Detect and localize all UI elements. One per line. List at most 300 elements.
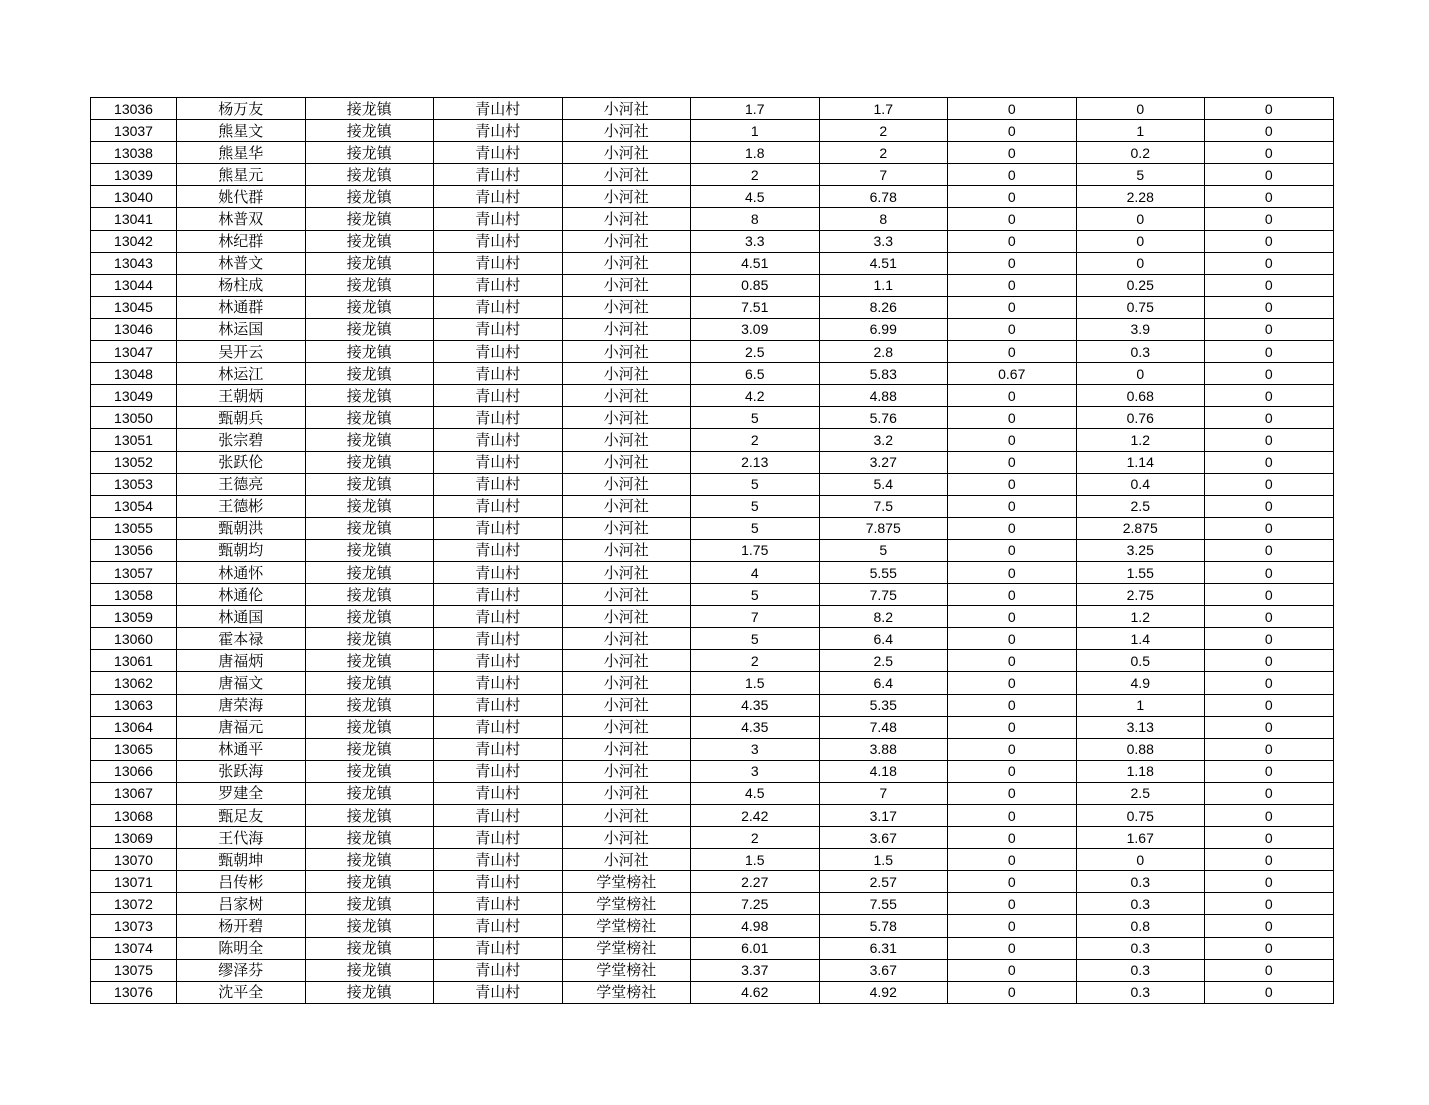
cell-id: 13065 [91,738,177,760]
cell-group: 小河社 [562,760,691,782]
cell-group: 小河社 [562,606,691,628]
cell-val-3: 0 [948,318,1077,340]
cell-val-3: 0 [948,606,1077,628]
cell-val-3: 0 [948,473,1077,495]
cell-val-1: 5 [691,495,820,517]
cell-val-3: 0 [948,451,1077,473]
cell-name: 熊星文 [177,120,306,142]
cell-val-1: 5 [691,473,820,495]
cell-name: 吕家树 [177,893,306,915]
cell-val-4: 0.3 [1076,937,1205,959]
data-table [90,97,1334,1004]
cell-village: 青山村 [434,959,563,981]
cell-id: 13073 [91,915,177,937]
table-row [91,782,1334,804]
cell-val-2: 7.75 [819,584,948,606]
cell-val-4: 1 [1076,120,1205,142]
cell-val-4: 0.75 [1076,296,1205,318]
cell-town: 接龙镇 [305,849,434,871]
cell-name: 熊星华 [177,142,306,164]
cell-name: 唐荣海 [177,694,306,716]
cell-id: 13070 [91,849,177,871]
table-row [91,738,1334,760]
cell-val-4: 0 [1076,230,1205,252]
cell-name: 林运江 [177,363,306,385]
cell-group: 小河社 [562,274,691,296]
cell-val-5: 0 [1205,539,1334,561]
cell-id: 13041 [91,208,177,230]
cell-val-1: 1.5 [691,849,820,871]
cell-val-4: 1.18 [1076,760,1205,782]
cell-val-4: 2.28 [1076,186,1205,208]
cell-val-2: 7.5 [819,495,948,517]
cell-val-1: 2 [691,650,820,672]
cell-id: 13068 [91,805,177,827]
cell-group: 小河社 [562,672,691,694]
cell-val-2: 5 [819,539,948,561]
cell-group: 小河社 [562,142,691,164]
cell-val-2: 3.67 [819,827,948,849]
cell-town: 接龙镇 [305,959,434,981]
cell-val-5: 0 [1205,672,1334,694]
cell-val-4: 1.14 [1076,451,1205,473]
cell-town: 接龙镇 [305,318,434,340]
table-row [91,849,1334,871]
cell-val-2: 1.1 [819,274,948,296]
cell-val-3: 0 [948,164,1077,186]
cell-val-4: 0 [1076,849,1205,871]
cell-id: 13064 [91,716,177,738]
cell-id: 13060 [91,628,177,650]
table-row [91,716,1334,738]
cell-group: 小河社 [562,495,691,517]
cell-town: 接龙镇 [305,429,434,451]
cell-village: 青山村 [434,473,563,495]
table-row [91,407,1334,429]
cell-val-5: 0 [1205,871,1334,893]
cell-village: 青山村 [434,164,563,186]
cell-val-1: 8 [691,208,820,230]
cell-group: 小河社 [562,561,691,583]
cell-val-5: 0 [1205,782,1334,804]
cell-val-1: 1.5 [691,672,820,694]
cell-name: 姚代群 [177,186,306,208]
cell-val-4: 0.3 [1076,981,1205,1003]
cell-group: 小河社 [562,782,691,804]
table-row [91,915,1334,937]
cell-group: 学堂榜社 [562,937,691,959]
cell-name: 张宗碧 [177,429,306,451]
cell-town: 接龙镇 [305,539,434,561]
table-row [91,274,1334,296]
cell-town: 接龙镇 [305,252,434,274]
cell-val-4: 0.68 [1076,385,1205,407]
cell-id: 13056 [91,539,177,561]
cell-val-2: 6.99 [819,318,948,340]
cell-val-4: 1.4 [1076,628,1205,650]
cell-val-1: 3.09 [691,318,820,340]
cell-town: 接龙镇 [305,628,434,650]
table-row [91,606,1334,628]
cell-val-3: 0 [948,893,1077,915]
cell-village: 青山村 [434,981,563,1003]
cell-val-3: 0 [948,252,1077,274]
cell-village: 青山村 [434,915,563,937]
cell-village: 青山村 [434,142,563,164]
cell-val-4: 3.9 [1076,318,1205,340]
cell-name: 甄朝均 [177,539,306,561]
cell-town: 接龙镇 [305,650,434,672]
table-row [91,893,1334,915]
cell-group: 小河社 [562,407,691,429]
cell-val-2: 3.27 [819,451,948,473]
cell-val-5: 0 [1205,981,1334,1003]
cell-village: 青山村 [434,186,563,208]
cell-val-3: 0 [948,296,1077,318]
cell-val-3: 0 [948,495,1077,517]
cell-val-3: 0 [948,584,1077,606]
cell-id: 13039 [91,164,177,186]
cell-id: 13057 [91,561,177,583]
cell-val-1: 2.5 [691,341,820,363]
cell-name: 唐福文 [177,672,306,694]
table-row [91,120,1334,142]
cell-val-5: 0 [1205,584,1334,606]
cell-val-4: 3.25 [1076,539,1205,561]
cell-id: 13059 [91,606,177,628]
cell-val-4: 0 [1076,363,1205,385]
cell-val-4: 0.4 [1076,473,1205,495]
cell-name: 杨万友 [177,98,306,120]
cell-val-5: 0 [1205,252,1334,274]
cell-val-1: 4.51 [691,252,820,274]
cell-val-4: 0.3 [1076,341,1205,363]
cell-town: 接龙镇 [305,561,434,583]
cell-val-3: 0 [948,407,1077,429]
cell-val-4: 2.75 [1076,584,1205,606]
cell-val-4: 0.76 [1076,407,1205,429]
cell-town: 接龙镇 [305,164,434,186]
cell-val-4: 0.3 [1076,893,1205,915]
cell-val-2: 7.48 [819,716,948,738]
cell-val-4: 0 [1076,252,1205,274]
cell-val-2: 4.88 [819,385,948,407]
cell-val-2: 8.26 [819,296,948,318]
cell-val-4: 0.75 [1076,805,1205,827]
cell-val-4: 0.5 [1076,650,1205,672]
cell-id: 13055 [91,517,177,539]
cell-id: 13061 [91,650,177,672]
cell-val-1: 4.35 [691,694,820,716]
table-row [91,252,1334,274]
cell-val-3: 0 [948,827,1077,849]
cell-group: 小河社 [562,805,691,827]
cell-val-4: 0.25 [1076,274,1205,296]
cell-val-2: 1.5 [819,849,948,871]
cell-val-3: 0 [948,98,1077,120]
table-row [91,805,1334,827]
cell-name: 林通怀 [177,561,306,583]
cell-id: 13048 [91,363,177,385]
cell-val-5: 0 [1205,186,1334,208]
cell-village: 青山村 [434,827,563,849]
cell-town: 接龙镇 [305,142,434,164]
cell-village: 青山村 [434,561,563,583]
cell-id: 13062 [91,672,177,694]
cell-id: 13045 [91,296,177,318]
cell-val-5: 0 [1205,473,1334,495]
cell-town: 接龙镇 [305,341,434,363]
table-row [91,296,1334,318]
cell-val-4: 0 [1076,98,1205,120]
cell-group: 小河社 [562,827,691,849]
cell-group: 小河社 [562,252,691,274]
cell-id: 13063 [91,694,177,716]
cell-town: 接龙镇 [305,981,434,1003]
cell-val-3: 0 [948,650,1077,672]
cell-town: 接龙镇 [305,363,434,385]
cell-val-5: 0 [1205,120,1334,142]
cell-town: 接龙镇 [305,760,434,782]
cell-name: 林通伦 [177,584,306,606]
cell-group: 学堂榜社 [562,959,691,981]
cell-val-2: 5.76 [819,407,948,429]
cell-val-5: 0 [1205,98,1334,120]
cell-name: 熊星元 [177,164,306,186]
cell-val-5: 0 [1205,849,1334,871]
cell-val-1: 4.98 [691,915,820,937]
cell-val-5: 0 [1205,208,1334,230]
cell-village: 青山村 [434,98,563,120]
cell-id: 13054 [91,495,177,517]
cell-group: 小河社 [562,738,691,760]
cell-village: 青山村 [434,650,563,672]
cell-val-1: 5 [691,517,820,539]
cell-val-2: 5.78 [819,915,948,937]
cell-val-2: 5.83 [819,363,948,385]
cell-id: 13052 [91,451,177,473]
cell-village: 青山村 [434,539,563,561]
cell-val-3: 0 [948,120,1077,142]
cell-val-2: 7.55 [819,893,948,915]
cell-val-2: 4.92 [819,981,948,1003]
cell-val-1: 2.13 [691,451,820,473]
cell-val-3: 0 [948,694,1077,716]
cell-val-1: 5 [691,407,820,429]
cell-group: 小河社 [562,650,691,672]
cell-id: 13069 [91,827,177,849]
cell-val-3: 0 [948,186,1077,208]
cell-group: 小河社 [562,694,691,716]
cell-val-2: 3.2 [819,429,948,451]
cell-town: 接龙镇 [305,517,434,539]
cell-val-3: 0 [948,539,1077,561]
cell-village: 青山村 [434,385,563,407]
cell-val-1: 3.3 [691,230,820,252]
cell-name: 林普文 [177,252,306,274]
cell-town: 接龙镇 [305,672,434,694]
cell-name: 沈平全 [177,981,306,1003]
cell-name: 甄朝洪 [177,517,306,539]
cell-val-3: 0 [948,230,1077,252]
cell-val-3: 0 [948,628,1077,650]
cell-val-4: 1 [1076,694,1205,716]
cell-group: 学堂榜社 [562,871,691,893]
cell-town: 接龙镇 [305,407,434,429]
cell-town: 接龙镇 [305,937,434,959]
cell-val-2: 6.4 [819,628,948,650]
cell-id: 13042 [91,230,177,252]
table-row [91,495,1334,517]
cell-val-5: 0 [1205,451,1334,473]
cell-village: 青山村 [434,716,563,738]
cell-group: 学堂榜社 [562,893,691,915]
cell-village: 青山村 [434,849,563,871]
cell-val-1: 4.35 [691,716,820,738]
cell-name: 张跃海 [177,760,306,782]
cell-val-1: 1.75 [691,539,820,561]
cell-val-3: 0 [948,871,1077,893]
cell-village: 青山村 [434,760,563,782]
cell-val-1: 1.8 [691,142,820,164]
cell-id: 13076 [91,981,177,1003]
cell-id: 13075 [91,959,177,981]
cell-val-3: 0 [948,341,1077,363]
cell-val-3: 0 [948,672,1077,694]
cell-name: 唐福元 [177,716,306,738]
cell-village: 青山村 [434,341,563,363]
cell-name: 林运国 [177,318,306,340]
cell-val-2: 2.57 [819,871,948,893]
cell-id: 13044 [91,274,177,296]
cell-town: 接龙镇 [305,120,434,142]
cell-val-3: 0 [948,915,1077,937]
cell-id: 13050 [91,407,177,429]
cell-val-4: 0.2 [1076,142,1205,164]
cell-val-3: 0 [948,760,1077,782]
cell-name: 王代海 [177,827,306,849]
cell-name: 陈明全 [177,937,306,959]
cell-val-1: 2.42 [691,805,820,827]
cell-val-4: 0.88 [1076,738,1205,760]
cell-id: 13049 [91,385,177,407]
cell-group: 小河社 [562,363,691,385]
cell-val-2: 2 [819,120,948,142]
cell-val-5: 0 [1205,274,1334,296]
table-row [91,628,1334,650]
cell-name: 杨柱成 [177,274,306,296]
cell-village: 青山村 [434,893,563,915]
table-row [91,98,1334,120]
table-row [91,164,1334,186]
cell-val-1: 0.85 [691,274,820,296]
table-row [91,871,1334,893]
cell-val-2: 3.88 [819,738,948,760]
cell-group: 小河社 [562,539,691,561]
cell-val-5: 0 [1205,959,1334,981]
cell-val-3: 0 [948,981,1077,1003]
cell-val-3: 0 [948,208,1077,230]
cell-val-2: 2 [819,142,948,164]
cell-val-1: 4.5 [691,782,820,804]
cell-val-5: 0 [1205,561,1334,583]
cell-town: 接龙镇 [305,871,434,893]
cell-val-1: 2 [691,429,820,451]
cell-village: 青山村 [434,296,563,318]
cell-val-1: 6.5 [691,363,820,385]
cell-val-5: 0 [1205,142,1334,164]
cell-val-2: 8.2 [819,606,948,628]
cell-village: 青山村 [434,517,563,539]
cell-town: 接龙镇 [305,451,434,473]
cell-group: 小河社 [562,451,691,473]
cell-name: 林通群 [177,296,306,318]
cell-val-1: 5 [691,584,820,606]
cell-val-5: 0 [1205,716,1334,738]
cell-village: 青山村 [434,871,563,893]
cell-group: 小河社 [562,164,691,186]
cell-val-3: 0 [948,959,1077,981]
cell-id: 13043 [91,252,177,274]
cell-val-1: 6.01 [691,937,820,959]
cell-val-5: 0 [1205,893,1334,915]
cell-val-4: 4.9 [1076,672,1205,694]
cell-group: 小河社 [562,628,691,650]
cell-town: 接龙镇 [305,606,434,628]
cell-name: 甄朝兵 [177,407,306,429]
cell-village: 青山村 [434,252,563,274]
cell-val-3: 0 [948,561,1077,583]
cell-val-2: 5.55 [819,561,948,583]
table-row [91,584,1334,606]
cell-val-5: 0 [1205,606,1334,628]
cell-val-5: 0 [1205,738,1334,760]
cell-village: 青山村 [434,937,563,959]
cell-val-4: 0 [1076,208,1205,230]
cell-village: 青山村 [434,584,563,606]
cell-val-4: 2.875 [1076,517,1205,539]
cell-village: 青山村 [434,429,563,451]
cell-name: 缪泽芬 [177,959,306,981]
cell-val-3: 0 [948,142,1077,164]
table-row [91,186,1334,208]
cell-val-5: 0 [1205,650,1334,672]
cell-val-3: 0 [948,274,1077,296]
cell-id: 13047 [91,341,177,363]
cell-village: 青山村 [434,805,563,827]
cell-name: 杨开碧 [177,915,306,937]
table-row [91,539,1334,561]
table-row [91,385,1334,407]
cell-id: 13072 [91,893,177,915]
cell-val-3: 0 [948,517,1077,539]
cell-val-1: 2.27 [691,871,820,893]
cell-val-2: 5.35 [819,694,948,716]
cell-id: 13037 [91,120,177,142]
table-row [91,451,1334,473]
table-row [91,318,1334,340]
cell-val-4: 0.3 [1076,871,1205,893]
cell-val-2: 8 [819,208,948,230]
cell-village: 青山村 [434,606,563,628]
cell-val-5: 0 [1205,429,1334,451]
table-row [91,672,1334,694]
cell-val-3: 0 [948,385,1077,407]
cell-group: 小河社 [562,341,691,363]
cell-val-3: 0 [948,716,1077,738]
cell-id: 13067 [91,782,177,804]
cell-village: 青山村 [434,208,563,230]
